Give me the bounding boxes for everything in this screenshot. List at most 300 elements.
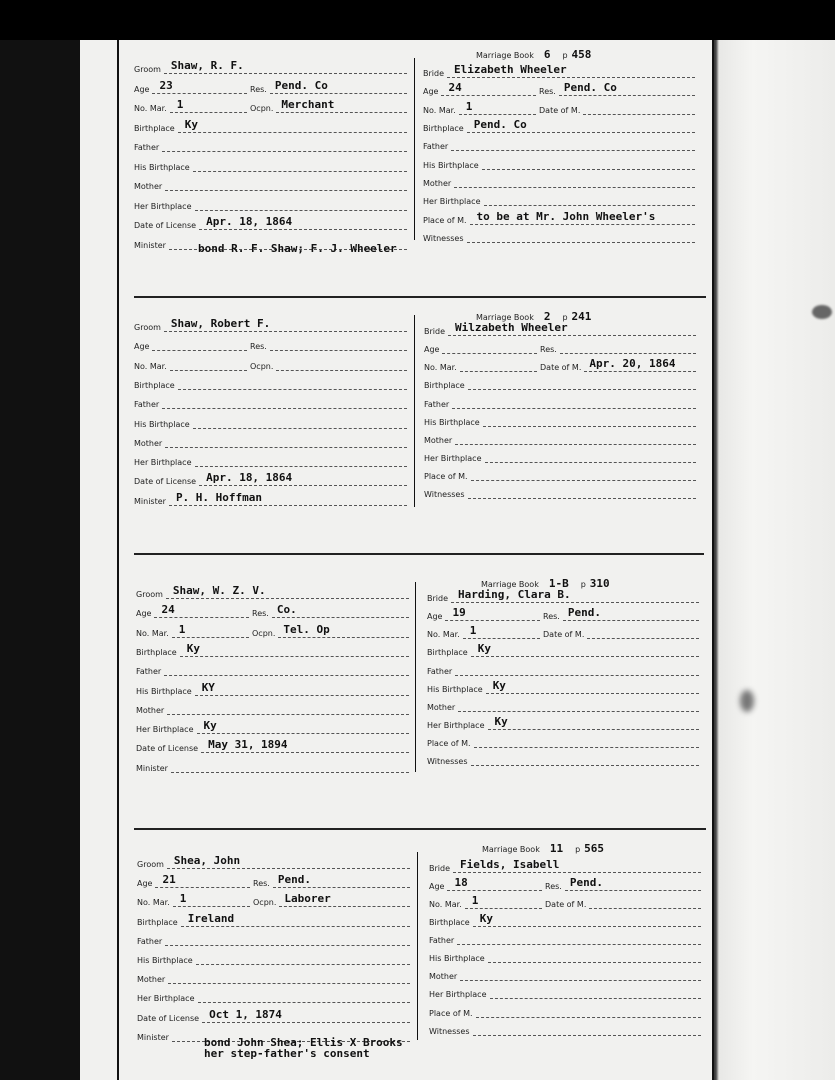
bride-age-value: 24 [448,81,462,95]
groom-age-value: 23 [159,78,173,92]
groom-label-father: Father [136,667,162,677]
marriage-book-number: 6 [543,48,551,61]
groom-field-line [270,93,407,94]
bride-label-witnesses: Witnesses [424,490,465,500]
groom-field-line [196,964,410,965]
groom-label-age: Age [134,342,150,352]
groom-ocpn-value: Merchant [281,98,335,111]
bride-row-age [424,340,699,356]
bride-row-mother [429,967,704,983]
page-number: 565 [584,842,605,855]
bride-field-line [482,169,695,170]
bride-field-line [455,675,699,676]
bride-row-his_birthplace [424,413,699,429]
bride-label-age: Age [429,882,445,892]
groom-no_mar-value: 1 [178,622,186,636]
bride-field-line [441,95,536,96]
bride-no_mar-value: 1 [465,99,473,113]
bride-field-line [451,150,695,151]
page-label: p [562,51,568,60]
bride-field-line [485,462,697,463]
bride-label-date_of_m: Date of M. [543,630,585,640]
page-number: 458 [571,48,592,61]
groom-row-age [137,874,413,890]
bride-field-line [559,95,695,96]
bride-field-line [471,656,699,657]
bride-field-line [463,638,540,639]
record-note: bond R. F. Shaw; F. J. Wheeler [198,242,397,255]
bride-row-father [424,395,699,411]
groom-date_of_license-value: May 31, 1894 [208,738,288,752]
groom-row-birthplace [137,913,413,929]
groom-label-date_of_license: Date of License [134,477,197,487]
bride-field-line [460,371,537,372]
scan-smudge [812,305,832,319]
bride-field-line [490,998,702,999]
groom-row-her_birthplace [136,720,412,736]
groom-field-line [154,617,249,618]
groom-minister-value: P. H. Hoffman [175,490,263,504]
bride-label-his_birthplace: His Birthplace [427,684,483,694]
groom-field-line [195,210,408,211]
bride-row-no_mar [427,625,702,641]
groom-row-his_birthplace [134,415,410,431]
bride-label-date_of_m: Date of M. [545,900,587,910]
groom-row-father [134,138,410,154]
bride-field-line [467,242,695,243]
bride-label-date_of_m: Date of M. [540,363,582,373]
bride-label-bride: Bride [424,327,445,336]
groom-label-date_of_license: Date of License [136,744,199,754]
page-edge-shadow [713,40,835,1080]
bride-label-father: Father [429,936,455,946]
scan-smudge [740,690,754,712]
bride-field-line [453,872,701,873]
bride-label-mother: Mother [427,702,456,712]
bride-field-line [468,389,696,390]
groom-label-her_birthplace: Her Birthplace [134,201,192,211]
groom-field-line [164,331,407,332]
groom-row-his_birthplace [136,682,412,698]
page-label: p [562,313,568,322]
column-separator [414,58,415,240]
column-separator [415,582,416,772]
bride-row-no_mar [429,895,704,911]
bride-label-her_birthplace: Her Birthplace [423,197,481,207]
groom-label-mother: Mother [134,438,163,448]
groom-field-line [193,428,407,429]
bride-row-father [429,931,704,947]
bride-label-bride: Bride [429,864,450,873]
bride-field-line [448,335,696,336]
groom-row-her_birthplace [134,453,410,469]
bride-label-birthplace: Birthplace [423,124,464,134]
groom-field-line [276,370,407,371]
card-left-edge [117,40,119,1080]
groom-label-no_mar: No. Mar. [134,361,167,371]
bride-label-mother: Mother [429,972,458,982]
bride-field-line [589,908,701,909]
groom-label-his_birthplace: His Birthplace [136,686,192,696]
bride-row-her_birthplace [424,449,699,465]
groom-name-value: Shaw, W. Z. V. [172,584,266,597]
bride-field-line [451,602,699,603]
bride-field-line [458,711,699,712]
groom-field-line [167,714,409,715]
bride-row-witnesses [429,1022,704,1038]
groom-label-her_birthplace: Her Birthplace [137,994,195,1004]
bride-row-birthplace [429,913,704,929]
card-right-edge [712,40,714,1080]
groom-field-line [162,408,407,409]
groom-label-birthplace: Birthplace [136,647,177,657]
bride-name-value: Harding, Clara B. [458,588,571,601]
groom-field-line [202,1022,410,1023]
bride-row-place_of_m [429,1004,704,1020]
groom-field-line [199,485,407,486]
groom-row-her_birthplace [134,197,410,213]
groom-field-line [279,906,410,907]
bride-label-his_birthplace: His Birthplace [429,954,485,964]
groom-label-minister: Minister [137,1032,169,1042]
groom-field-line [197,733,410,734]
bride-field-line [459,114,536,115]
bride-field-line [583,114,695,115]
groom-label-ocpn: Ocpn. [252,628,276,638]
groom-ocpn-value: Tel. Op [283,622,330,636]
bride-row-witnesses [423,229,698,245]
groom-row-age [134,80,410,96]
record-note: her step-father's consent [204,1047,370,1060]
groom-res-value: Pend. [277,873,311,887]
bride-res-value: Pend. [567,606,601,620]
groom-name-value: Shaw, Robert F. [170,317,271,330]
page-label: p [580,580,586,589]
bride-label-place_of_m: Place of M. [423,215,467,225]
groom-row-no_mar [136,624,412,640]
bride-field-line [470,224,695,225]
bride-field-line [471,765,699,766]
groom-label-groom: Groom [136,590,163,599]
groom-label-res: Res. [252,609,269,619]
groom-row-mother [134,434,410,450]
bride-field-line [560,353,696,354]
column-separator [417,852,418,1040]
groom-row-father [136,662,412,678]
page-number: 241 [571,310,592,323]
groom-label-his_birthplace: His Birthplace [134,419,190,429]
bride-label-place_of_m: Place of M. [424,472,468,482]
bride-label-witnesses: Witnesses [427,757,468,767]
bride-field-line [442,353,537,354]
bride-label-her_birthplace: Her Birthplace [429,990,487,1000]
bride-field-line [486,693,699,694]
bride-row-age [429,877,704,893]
bride-row-his_birthplace [429,949,704,965]
bride-field-line [584,371,696,372]
groom-label-her_birthplace: Her Birthplace [136,725,194,735]
groom-field-line [270,350,407,351]
bride-label-mother: Mother [424,435,453,445]
bride-label-date_of_m: Date of M. [539,105,581,115]
bride-place_of_m-value: to be at Mr. John Wheeler's [476,209,656,223]
bride-field-line [468,498,696,499]
bride-field-line [476,1017,701,1018]
groom-res-value: Co. [276,603,297,617]
bride-row-place_of_m [424,467,699,483]
bride-field-line [445,620,540,621]
bride-row-mother [423,174,698,190]
record-divider [134,296,706,298]
groom-field-line [166,598,409,599]
bride-field-line [447,77,695,78]
page-label: p [575,845,581,854]
groom-age-value: 24 [161,603,175,617]
bride-field-line [474,747,699,748]
groom-label-his_birthplace: His Birthplace [137,956,193,965]
groom-label-mother: Mother [137,975,166,985]
bride-field-line [454,187,695,188]
groom-label-minister: Minister [134,240,166,250]
bride-label-age: Age [423,87,439,97]
groom-label-ocpn: Ocpn. [250,361,274,371]
column-separator [414,315,415,507]
bride-no_mar-value: 1 [471,894,479,908]
bride-label-bride: Bride [423,69,444,78]
bride-birthplace-value: Pend. Co [473,118,527,132]
groom-her_birthplace-value: Ky [203,719,217,733]
bride-birthplace-value: Ky [479,912,493,926]
groom-label-res: Res. [250,84,267,94]
groom-label-res: Res. [253,879,270,889]
bride-row-her_birthplace [429,985,704,1001]
bride-label-res: Res. [545,882,562,892]
groom-field-line [168,983,410,984]
groom-row-his_birthplace [137,951,413,967]
bride-his_birthplace-value: Ky [492,678,506,692]
groom-label-ocpn: Ocpn. [250,104,274,113]
groom-field-line [199,229,407,230]
bride-field-line [447,890,542,891]
bride-age-value: 19 [452,606,466,620]
groom-label-age: Age [136,609,152,619]
bride-label-res: Res. [543,612,560,622]
groom-field-line [272,617,409,618]
bride-label-father: Father [424,399,450,409]
groom-label-groom: Groom [134,65,161,74]
groom-field-line [165,447,407,448]
bride-name-value: Elizabeth Wheeler [454,63,567,76]
groom-label-birthplace: Birthplace [134,123,175,133]
bride-res-value: Pend. Co [563,81,617,95]
bride-row-father [423,137,698,153]
groom-field-line [195,466,408,467]
bride-row-mother [427,698,702,714]
bride-field-line [467,132,695,133]
bride-label-witnesses: Witnesses [423,234,464,244]
bride-field-line [473,1035,701,1036]
bride-field-line [484,205,696,206]
groom-birthplace-value: Ireland [187,911,235,925]
bride-label-father: Father [423,142,449,152]
groom-field-line [172,637,249,638]
bride-row-father [427,662,702,678]
bride-row-age [423,82,698,98]
bride-row-mother [424,431,699,447]
groom-ocpn-value: Laborer [284,892,331,906]
groom-row-father [134,395,410,411]
bride-label-witnesses: Witnesses [429,1026,470,1036]
groom-row-her_birthplace [137,989,413,1005]
groom-label-mother: Mother [136,705,165,715]
bride-row-no_mar [423,101,698,117]
groom-date_of_license-value: Apr. 18, 1864 [206,471,293,485]
marriage-book-line [476,48,591,61]
groom-row-birthplace [134,119,410,135]
groom-label-groom: Groom [137,860,164,869]
bride-row-her_birthplace [423,192,698,208]
bride-row-witnesses [424,485,699,501]
marriage-book-number: 11 [549,842,564,855]
groom-field-line [155,887,250,888]
bride-label-his_birthplace: His Birthplace [424,417,480,427]
groom-row-age [136,604,412,620]
bride-label-birthplace: Birthplace [424,381,465,391]
bride-label-birthplace: Birthplace [429,918,470,928]
marriage-book-line [482,842,604,855]
groom-label-no_mar: No. Mar. [137,898,170,908]
bride-label-bride: Bride [427,594,448,603]
bride-no_mar-value: 1 [469,624,477,638]
marriage-book-label: Marriage Book [482,845,540,854]
bride-name-value: Wilzabeth Wheeler [455,321,568,334]
marriage-book-number: 1-B [548,577,569,590]
groom-label-father: Father [134,143,160,152]
bride-field-line [488,962,701,963]
groom-date_of_license-value: Oct 1, 1874 [209,1007,282,1021]
groom-row-birthplace [136,643,412,659]
bride-label-father: Father [427,666,453,676]
groom-field-line [276,112,407,113]
groom-label-her_birthplace: Her Birthplace [134,458,192,468]
record-divider [134,828,706,830]
groom-his_birthplace-value: KY [201,680,215,694]
groom-row-mother [136,701,412,717]
bride-field-line [465,908,542,909]
groom-row-minister [136,759,412,775]
bride-row-age [427,607,702,623]
marriage-book-number: 2 [543,310,551,323]
groom-row-no_mar [134,357,410,373]
bride-field-line [488,729,700,730]
groom-label-no_mar: No. Mar. [134,104,167,113]
bride-field-line [565,890,701,891]
bride-label-her_birthplace: Her Birthplace [427,721,485,731]
bride-label-no_mar: No. Mar. [424,363,457,373]
groom-row-mother [137,970,413,986]
groom-field-line [198,1002,411,1003]
bride-label-mother: Mother [423,179,452,189]
groom-date_of_license-value: Apr. 18, 1864 [206,215,293,228]
bride-field-line [455,444,696,445]
bride-label-res: Res. [539,87,556,97]
bride-row-birthplace [423,119,698,135]
groom-field-line [167,868,410,869]
bride-field-line [483,426,696,427]
groom-label-father: Father [134,400,160,410]
groom-label-his_birthplace: His Birthplace [134,162,190,172]
bride-res-value: Pend. [569,876,603,890]
bride-field-line [473,926,701,927]
groom-row-mother [134,177,410,193]
page-number: 310 [589,577,610,590]
groom-row-age [134,337,410,353]
groom-label-date_of_license: Date of License [134,221,197,230]
groom-field-line [278,637,409,638]
groom-label-mother: Mother [134,182,163,191]
groom-name-value: Shea, John [173,854,241,867]
bride-field-line [587,638,699,639]
bride-label-birthplace: Birthplace [427,648,468,658]
bride-label-no_mar: No. Mar. [429,900,462,910]
bride-name-value: Fields, Isabell [460,858,560,871]
groom-no_mar-value: 1 [176,98,184,111]
groom-label-age: Age [137,879,153,889]
bride-birthplace-value: Ky [477,642,491,656]
groom-field-line [193,171,407,172]
groom-label-res: Res. [250,342,267,352]
groom-field-line [201,752,409,753]
bride-row-place_of_m [427,734,702,750]
groom-res-value: Pend. Co [274,78,328,92]
bride-field-line [460,980,701,981]
bride-her_birthplace-value: Ky [494,715,508,729]
groom-label-ocpn: Ocpn. [253,898,277,908]
groom-label-minister: Minister [134,496,166,506]
groom-row-no_mar [137,893,413,909]
groom-field-line [162,151,407,152]
bride-label-no_mar: No. Mar. [427,630,460,640]
groom-field-line [165,945,410,946]
bride-field-line [471,480,696,481]
groom-field-line [152,350,247,351]
groom-field-line [171,772,409,773]
bride-row-her_birthplace [427,716,702,732]
bride-label-her_birthplace: Her Birthplace [424,454,482,464]
groom-field-line [195,695,409,696]
bride-field-line [452,408,696,409]
bride-row-birthplace [424,376,699,392]
scan-top-border [0,0,835,40]
bride-label-place_of_m: Place of M. [429,1008,473,1018]
groom-label-birthplace: Birthplace [137,917,178,927]
groom-row-no_mar [134,99,410,115]
groom-field-line [170,112,247,113]
marriage-book-label: Marriage Book [476,313,534,322]
bride-label-no_mar: No. Mar. [423,105,456,115]
bride-row-witnesses [427,752,702,768]
groom-field-line [181,926,410,927]
groom-label-date_of_license: Date of License [137,1013,200,1023]
bride-age-value: 18 [454,876,468,890]
bride-row-his_birthplace [427,680,702,696]
groom-field-line [273,887,410,888]
bride-label-age: Age [424,345,440,355]
groom-field-line [165,190,407,191]
bride-label-res: Res. [540,345,557,355]
groom-field-line [180,656,409,657]
groom-name-value: Shaw, R. F. [170,59,244,72]
